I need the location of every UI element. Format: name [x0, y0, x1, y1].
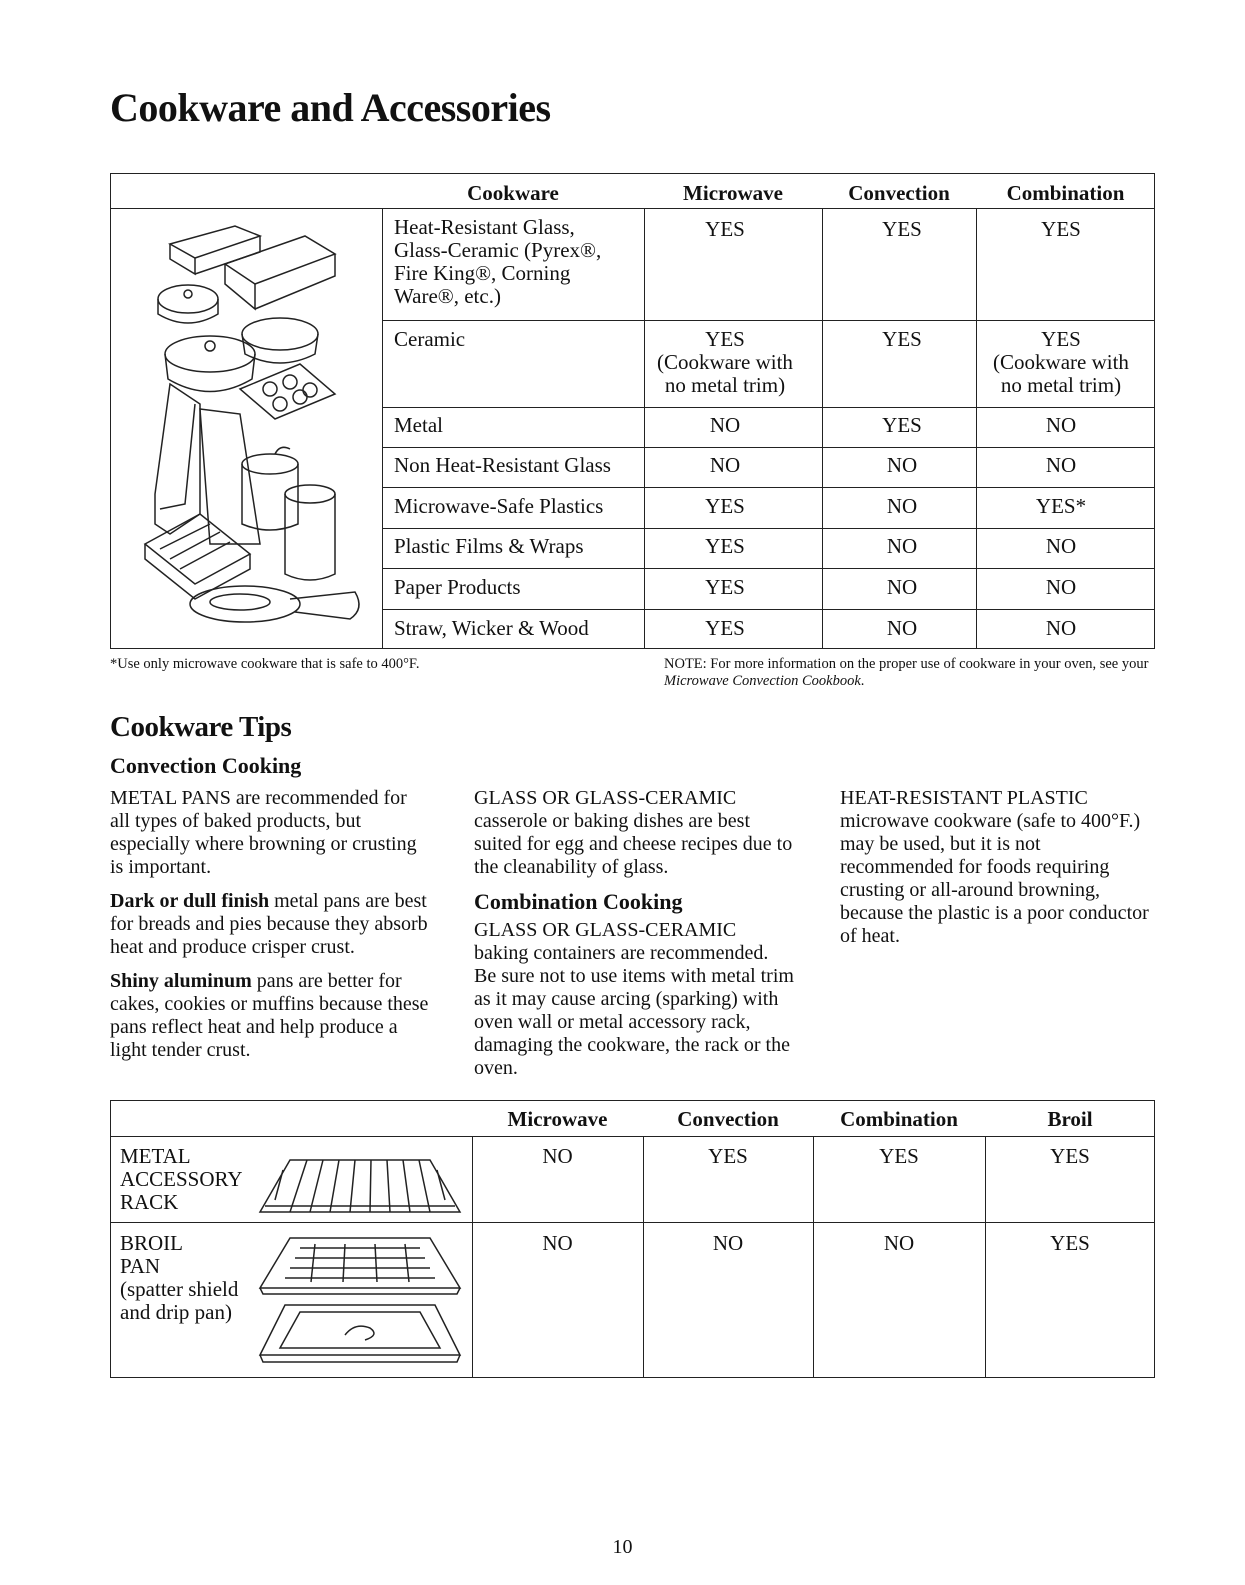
- col-header-microwave: Microwave: [507, 1107, 608, 1131]
- microwave-value: YES: [705, 217, 745, 241]
- microwave-value: YES: [705, 534, 745, 558]
- combination-value: YES*: [1035, 494, 1087, 518]
- cookbook-note: NOTE: For more information on the proper use of cookware in your oven, see your Microwave Convection Cookbook.: [664, 656, 1149, 689]
- microwave-value: YES: [705, 616, 745, 640]
- col-header-convection: Convection: [677, 1107, 779, 1131]
- cookware-name: Ceramic: [394, 327, 466, 351]
- col-header-microwave: Microwave: [683, 181, 783, 205]
- convection-heading: Convection Cooking: [110, 753, 302, 778]
- page-number: 10: [612, 1536, 633, 1558]
- combination-value: NO: [1045, 534, 1077, 558]
- convection-value: NO: [886, 616, 918, 640]
- cookware-name: Non Heat-Resistant Glass: [394, 453, 611, 477]
- microwave-value: NO: [542, 1144, 573, 1168]
- broil-value: YES: [1050, 1144, 1090, 1168]
- cookware-illustration-icon: [140, 214, 370, 639]
- combination-value: NO: [883, 1231, 915, 1255]
- convection-value: YES: [708, 1144, 748, 1168]
- convection-value: NO: [886, 534, 918, 558]
- combination-heading: Combination Cooking: [474, 889, 683, 914]
- cookware-name: Straw, Wicker & Wood: [394, 616, 589, 640]
- cookware-name: Metal: [394, 413, 443, 437]
- tips-title: Cookware Tips: [110, 711, 292, 743]
- convection-value: YES: [882, 327, 922, 351]
- convection-value: YES: [882, 217, 922, 241]
- col-header-combination: Combination: [840, 1107, 958, 1131]
- microwave-value: NO: [709, 413, 741, 437]
- combination-value: NO: [1045, 575, 1077, 599]
- convection-value: YES: [882, 413, 922, 437]
- broil-value: YES: [1050, 1231, 1090, 1255]
- cookware-name: Heat-Resistant Glass, Glass-Ceramic (Pyrex®, Fire King®, Corning Ware®, etc.): [394, 215, 602, 308]
- combination-value: NO: [1045, 616, 1077, 640]
- footnote: *Use only microwave cookware that is safe to 400°F.: [110, 656, 420, 672]
- col-header-broil: Broil: [1047, 1107, 1093, 1131]
- col-header-convection: Convection: [848, 181, 950, 205]
- convection-value: NO: [886, 494, 918, 518]
- tips-column-2: GLASS OR GLASS-CERAMIC casserole or baking dishes are best suited for egg and cheese recipes due to the cleanability of glass. Combination Cooking GLASS OR GLASS-CERAMIC baking containers are recommended. Be sure not to use items with metal trim as it may cause arcing (sparking) with oven wall or metal accessory rack, damaging the cookware, the rack or the oven.: [474, 787, 794, 1079]
- microwave-value: YES: [705, 494, 745, 518]
- accessory-name: METAL ACCESSORY RACK: [120, 1144, 243, 1214]
- convection-value: NO: [886, 575, 918, 599]
- combination-value: NO: [1045, 453, 1077, 477]
- combination-value: YES: [879, 1144, 919, 1168]
- cookware-name: Microwave-Safe Plastics: [394, 494, 604, 518]
- page-title: Cookware and Accessories: [110, 85, 551, 130]
- combination-value: YES (Cookware with no metal trim): [993, 327, 1129, 397]
- combination-value: YES: [1041, 217, 1081, 241]
- microwave-value: NO: [709, 453, 741, 477]
- broil-pan-icon: [255, 1230, 465, 1375]
- microwave-value: YES: [705, 575, 745, 599]
- col-header-combination: Combination: [1006, 181, 1125, 205]
- combination-value: NO: [1045, 413, 1077, 437]
- accessory-name: BROIL PAN (spatter shield and drip pan): [120, 1231, 239, 1324]
- accessory-rack-icon: [255, 1150, 465, 1225]
- microwave-value: YES (Cookware with no metal trim): [657, 327, 793, 397]
- convection-value: NO: [886, 453, 918, 477]
- col-header-cookware: Cookware: [467, 181, 559, 205]
- cookware-name: Plastic Films & Wraps: [394, 534, 584, 558]
- tips-column-3: HEAT-RESISTANT PLASTIC microwave cookware (safe to 400°F.) may be used, but it is not recommended for foods requiring crusting or all-around browning, because the plastic is a poor conductor of heat.: [840, 787, 1149, 947]
- tips-column-1: METAL PANS are recommended for all types of baked products, but especially where browning or crusting is important. Dark or dull finish metal pans are best for breads and pies because they absorb heat and produce crisper crust. Shiny aluminum pans are better for cakes, cookies or muffins because these pans reflect heat and help produce a light tender crust.: [110, 787, 429, 1061]
- convection-value: NO: [712, 1231, 744, 1255]
- cookware-name: Paper Products: [394, 575, 521, 599]
- microwave-value: NO: [542, 1231, 573, 1255]
